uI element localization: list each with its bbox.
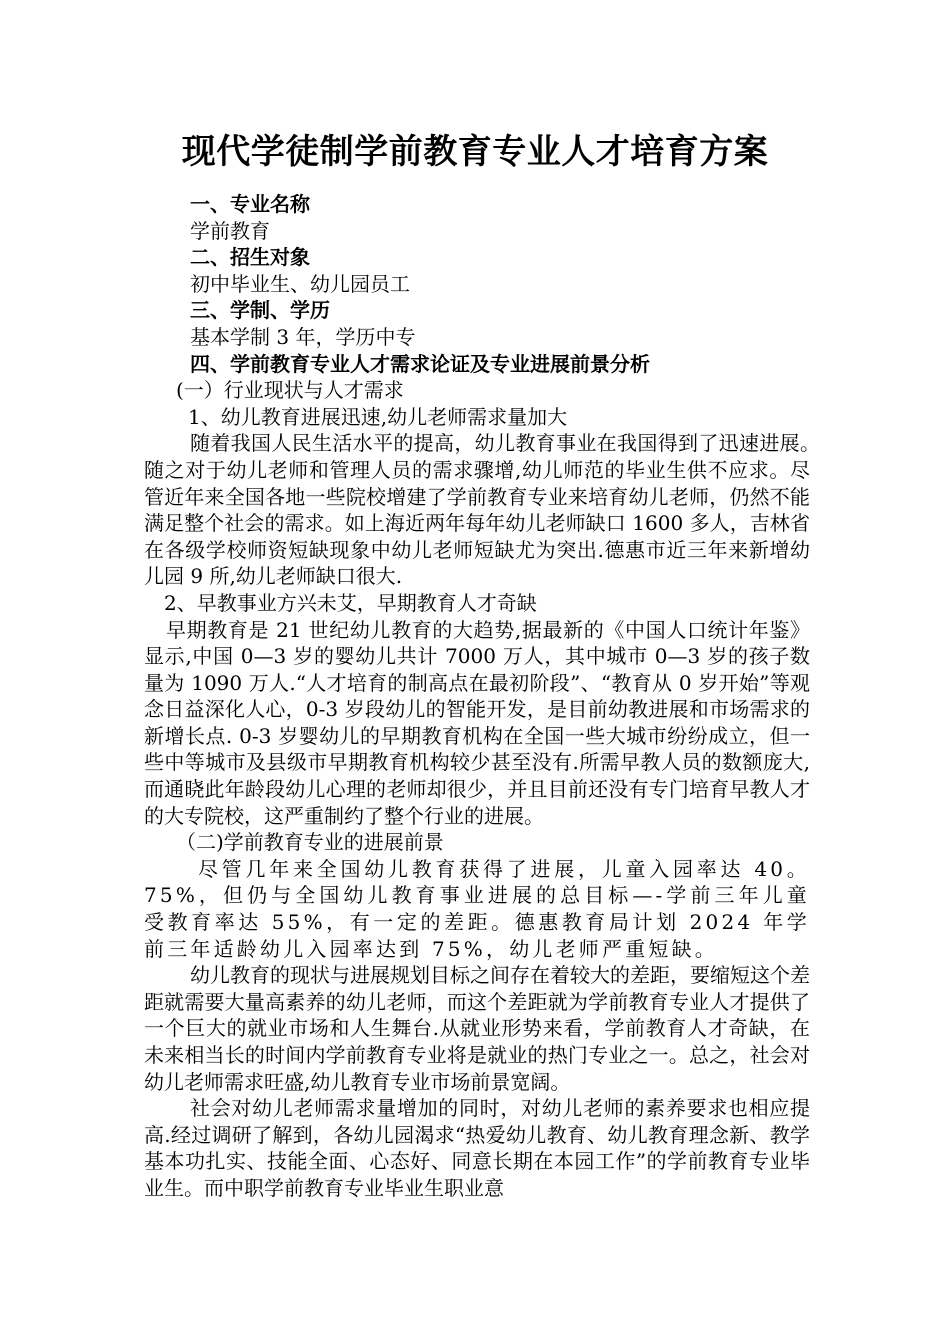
paragraph-enrollment-rate: 尽管几年来全国幼儿教育获得了进展，儿童入园率达 40。75%，但仍与全国幼儿教育事业进展的总目标—-学前三年儿童受教育率达 55%，有一定的差距。德惠教育局计划 2024 年学前三年适龄幼儿入园率达到 75%，幼儿老师严重短缺。 bbox=[144, 856, 810, 961]
subsection-heading-2: （二)学前教育专业的进展前景 bbox=[176, 830, 444, 855]
section-heading-2: 二、招生对象 bbox=[190, 245, 310, 270]
section-text-2: 初中毕业生、幼儿园员工 bbox=[190, 271, 410, 296]
list-item-heading-1: 1、幼儿教育进展迅速,幼儿老师需求量加大 bbox=[188, 404, 568, 429]
document-title: 现代学徒制学前教育专业人才培育方案 bbox=[181, 132, 769, 172]
paragraph-quality-requirements: 社会对幼儿老师需求量增加的同时，对幼儿老师的素养要求也相应提高.经过调研了解到，各幼儿园渴求“热爱幼儿教育、幼儿教育理念新、教学基本功扎实、技能全面、心态好、同意长期在本园工作”的学前教育专业毕业生。而中职学前教育专业毕业生职业意 bbox=[144, 1096, 810, 1200]
paragraph-early-education: 早期教育是 21 世纪幼儿教育的大趋势,据最新的《中国人口统计年鉴》显示,中国 0—3 岁的婴幼儿共计 7000 万人，其中城市 0—3 岁的孩子数量为 1090 万人.“人才培育的制高点在最初阶段”、“教育从 0 岁开始”等观念日益深化人心，0-3 岁段幼儿的智能开发，是目前幼教进展和市场需求的新增长点. 0-3 岁婴幼儿的早期教育机构在全国一些大城市纷纷成立，但一些中等城市及县级市早期教育机构较少甚至没有.所需早教人员的数额庞大,而通晓此年龄段幼儿心理的老师却很少，并且目前还没有专门培育早教人才的大专院校，这严重制约了整个行业的进展。 bbox=[144, 617, 810, 828]
paragraph-gap-analysis: 幼儿教育的现状与进展规划目标之间存在着较大的差距，要缩短这个差距就需要大量高素养的幼儿老师，而这个差距就为学前教育专业人才提供了一个巨大的就业市场和人生舞台.从就业形势来看，学前教育人才奇缺，在未来相当长的时间内学前教育专业将是就业的热门专业之一。总之，社会对幼儿老师需求旺盛,幼儿教育专业市场前景宽阔。 bbox=[144, 963, 810, 1094]
section-text-1: 学前教育 bbox=[190, 218, 270, 243]
section-heading-4: 四、学前教育专业人才需求论证及专业进展前景分析 bbox=[190, 351, 650, 376]
section-text-3: 基本学制 3 年，学历中专 bbox=[190, 324, 416, 349]
section-heading-1: 一、专业名称 bbox=[190, 192, 310, 216]
document-body bbox=[144, 191, 830, 1202]
paragraph-teacher-demand: 随着我国人民生活水平的提高，幼儿教育事业在我国得到了迅速进展。 随之对于幼儿老师和管理人员的需求骤增,幼儿师范的毕业生供不应求。尽管近年来全国各地一些院校增建了学前教育专业来培育幼儿老师，仍然不能满足整个社会的需求。如上海近两年每年幼儿老师缺口 1600 多人，吉林省在各级学校师资短缺现象中幼儿老师短缺尤为突出.德惠市近三年来新增幼儿园 9 所,幼儿老师缺口很大. bbox=[144, 431, 830, 589]
list-item-heading-2: 2、早教事业方兴未艾，早期教育人才奇缺 bbox=[164, 590, 537, 615]
section-heading-3: 三、学制、学历 bbox=[190, 298, 330, 323]
subsection-heading-1: (一）行业现状与人才需求 bbox=[176, 378, 404, 403]
